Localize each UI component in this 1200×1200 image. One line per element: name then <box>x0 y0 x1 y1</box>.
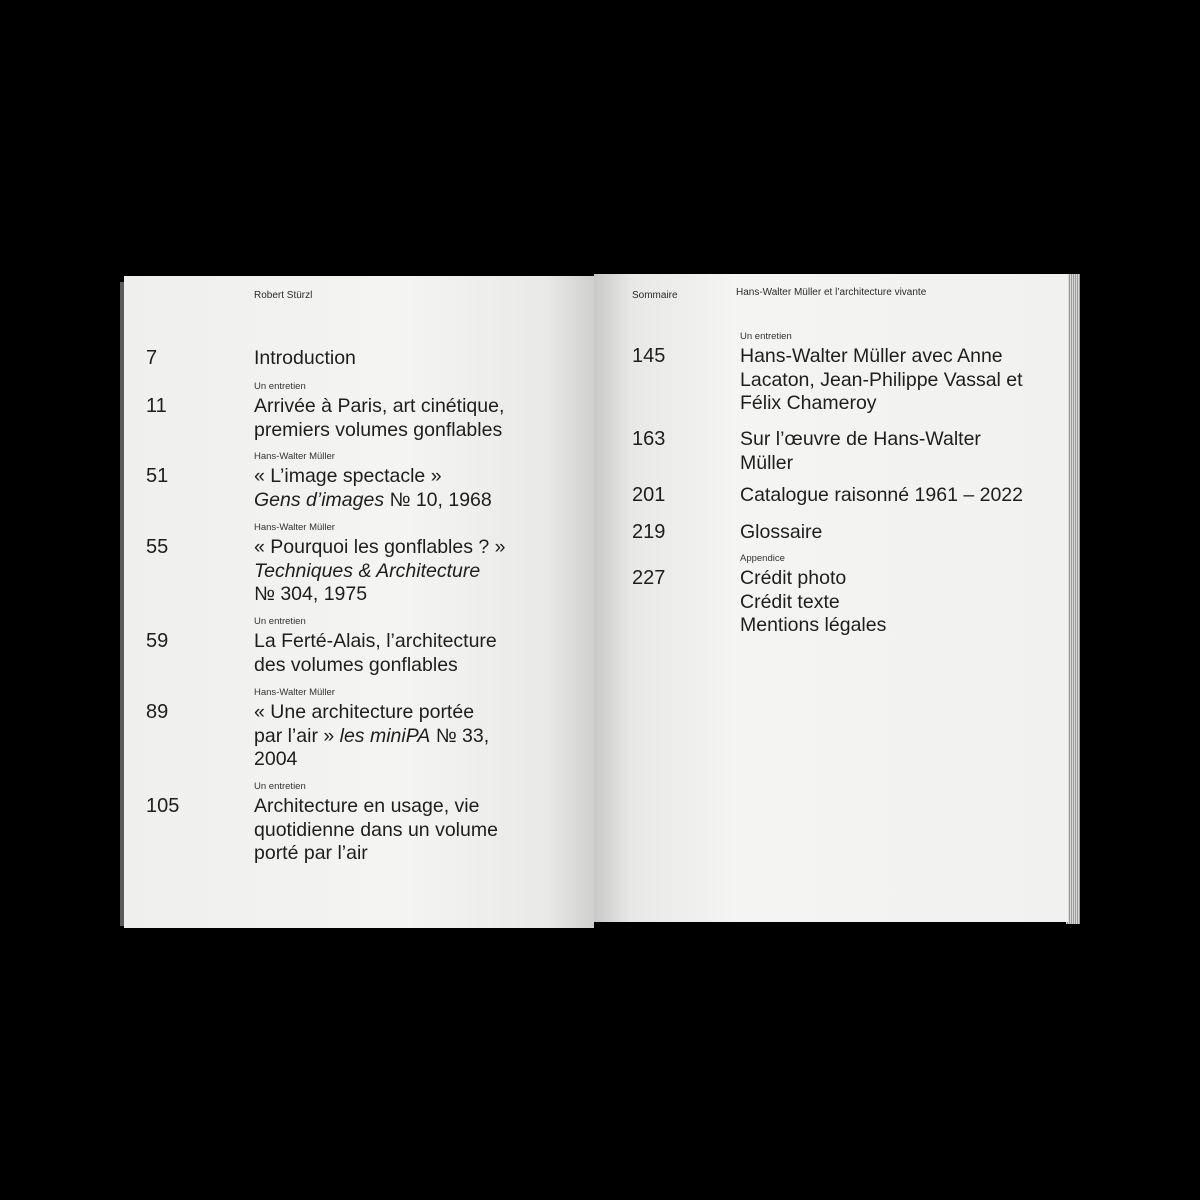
entry-title-line <box>254 347 356 371</box>
entry-page-number: 55 <box>146 536 169 558</box>
entry-kicker: Un entretien <box>254 781 306 792</box>
entry-title-line <box>254 419 504 443</box>
title-segment: Crédit photo <box>740 567 847 589</box>
title-segment: Félix Chameroy <box>740 392 877 414</box>
title-segment: № 304, 1975 <box>254 583 368 605</box>
entry-title <box>740 521 822 545</box>
entry-title-line <box>254 748 489 772</box>
entry-kicker: Un entretien <box>254 616 306 627</box>
running-head-author: Robert Stürzl <box>254 290 313 301</box>
entry-title-line <box>740 369 1023 393</box>
entry-title-line <box>740 428 981 452</box>
title-segment: premiers volumes gonflables <box>254 418 503 441</box>
entry-title <box>740 567 886 638</box>
entry-title-line <box>254 795 498 819</box>
entry-title-line <box>254 395 504 419</box>
entry-title-line <box>254 725 489 749</box>
title-segment: « Une architecture portée <box>254 701 475 723</box>
entry-kicker: Un entretien <box>254 381 306 392</box>
entry-title-line <box>740 452 981 476</box>
entry-title-line <box>254 465 492 489</box>
title-segment: Crédit texte <box>740 590 840 613</box>
entry-title-line <box>254 842 498 866</box>
entry-kicker: Hans-Walter Müller <box>254 687 335 698</box>
entry-title <box>254 630 497 677</box>
title-segment: Architecture en usage, vie <box>254 795 480 817</box>
right-page <box>594 274 1068 922</box>
entry-title <box>254 465 492 512</box>
title-segment: Catalogue raisonné 1961 – 2022 <box>740 484 1023 506</box>
entry-title-line <box>254 701 489 725</box>
title-segment: Mentions légales <box>740 614 887 636</box>
title-segment: № 33, <box>430 724 490 747</box>
entry-page-number: 7 <box>146 347 158 369</box>
title-segment: Arrivée à Paris, art cinétique, <box>254 395 505 417</box>
entry-title-line <box>254 654 497 678</box>
entry-kicker: Appendice <box>740 553 785 564</box>
entry-title-line <box>254 536 506 560</box>
title-segment: porté par l’air <box>254 842 368 864</box>
entry-page-number: 145 <box>632 345 666 367</box>
running-head-title: Hans-Walter Müller et l’architecture vivante <box>736 287 927 298</box>
entry-title-line <box>740 591 886 615</box>
running-head-section: Sommaire <box>632 290 678 301</box>
entry-title-line <box>740 392 1023 416</box>
entry-kicker: Hans-Walter Müller <box>254 522 335 533</box>
title-segment: Hans-Walter Müller avec Anne <box>740 345 1003 367</box>
entry-page-number: 219 <box>632 521 666 543</box>
entry-title-line <box>254 819 498 843</box>
title-segment: Lacaton, Jean-Philippe Vassal et <box>740 368 1023 391</box>
entry-title <box>254 701 489 772</box>
entry-page-number: 105 <box>146 795 180 817</box>
entry-title-line <box>740 521 822 545</box>
entry-page-number: 201 <box>632 484 666 506</box>
entry-title <box>254 347 356 371</box>
title-italic-segment: Techniques & Architecture <box>254 559 481 582</box>
title-segment: « L’image spectacle » <box>254 465 442 487</box>
entry-title <box>254 795 498 866</box>
entry-title-line <box>740 484 1023 508</box>
entry-kicker: Hans-Walter Müller <box>254 451 335 462</box>
entry-title <box>740 345 1023 416</box>
title-italic-segment: les miniPA <box>339 724 431 747</box>
book-page-edges <box>1066 274 1080 924</box>
title-segment: 2004 <box>254 748 298 770</box>
entry-title-line <box>254 630 497 654</box>
entry-title <box>740 484 1023 508</box>
entry-title-line <box>254 583 506 607</box>
title-segment: par l’air » <box>254 724 340 747</box>
title-segment: « Pourquoi les gonflables ? » <box>254 536 506 558</box>
entry-title-line <box>254 489 492 513</box>
title-segment: Glossaire <box>740 521 823 543</box>
entry-title <box>254 536 506 607</box>
entry-title-line <box>740 345 1023 369</box>
title-segment: quotidienne dans un volume <box>254 818 498 841</box>
entry-title <box>740 428 981 475</box>
entry-title-line <box>740 567 886 591</box>
entry-page-number: 163 <box>632 428 666 450</box>
entry-title <box>254 395 504 442</box>
title-segment: La Ferté-Alais, l’architecture <box>254 630 497 652</box>
entry-title-line <box>254 560 506 584</box>
left-page <box>124 276 594 928</box>
title-segment: Sur l’œuvre de Hans-Walter <box>740 428 981 450</box>
title-segment: Müller <box>740 451 794 474</box>
entry-page-number: 227 <box>632 567 666 589</box>
entry-title-line <box>740 614 886 638</box>
title-segment: des volumes gonflables <box>254 653 458 676</box>
entry-kicker: Un entretien <box>740 331 792 342</box>
entry-page-number: 89 <box>146 701 169 723</box>
entry-page-number: 59 <box>146 630 169 652</box>
title-segment: Introduction <box>254 347 356 369</box>
entry-page-number: 51 <box>146 465 169 487</box>
title-italic-segment: Gens d’images <box>254 488 385 511</box>
entry-page-number: 11 <box>146 395 167 417</box>
title-segment: № 10, 1968 <box>384 488 492 511</box>
